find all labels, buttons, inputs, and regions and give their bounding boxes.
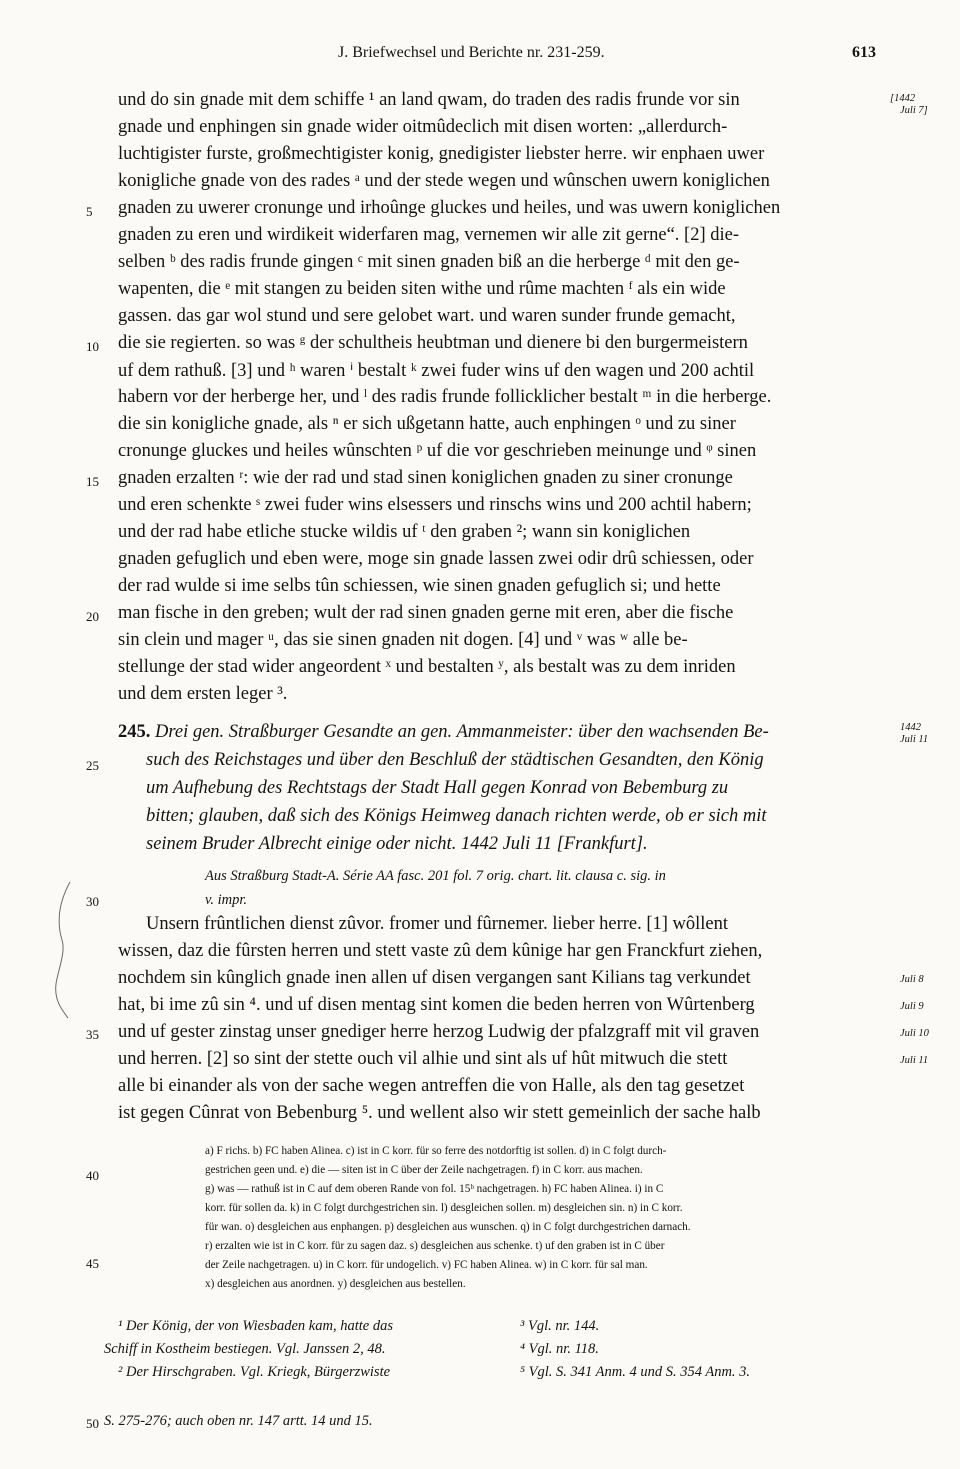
heading-line: bitten; glauben, daß sich des Königs Heimweg danach richten werde, ob er sich mit xyxy=(146,806,767,826)
pencil-bracket-mark xyxy=(52,880,74,1020)
text-line: gnaden erzalten ʳ: wie der rad und stad sinen koniglichen gnaden zu siner cronunge xyxy=(118,468,733,488)
margin-date-245-year: 1442 xyxy=(900,722,921,733)
heading-text: Drei gen. Straßburger Gesandte an gen. Ammanmeister: über den wachsenden Be- xyxy=(155,722,769,742)
footnote-line: ⁵ Vgl. S. 341 Anm. 4 und S. 354 Anm. 3. xyxy=(520,1364,751,1380)
text-line: luchtigister furste, großmechtigister konig, gnedigister liebster herre. wir enphaen uwer xyxy=(118,144,765,164)
text-line: stellunge der stad wider angeordent ˣ und bestalten ʸ, als bestalt was zu dem inriden xyxy=(118,657,736,677)
line-number: 5 xyxy=(86,204,93,219)
text-line: und herren. [2] so sint der stette ouch vil alhie und sint als uf hût mitwuch die stett xyxy=(118,1049,728,1069)
source-line: v. impr. xyxy=(205,892,248,908)
textual-note-line: g) was — rathuß ist in C auf dem oberen Rande von fol. 15ᵇ nachgetragen. h) FC haben Alinea. i) in C xyxy=(205,1183,664,1195)
text-line: und do sin gnade mit dem schiffe ¹ an land qwam, do traden des radis frunde vor sin xyxy=(118,90,740,110)
footnote-line: ² Der Hirschgraben. Vgl. Kriegk, Bürgerzwiste xyxy=(118,1364,391,1380)
heading-line xyxy=(118,722,769,743)
text-line: ist gegen Cûnrat von Bebenburg ⁵. und wellent also wir stett gemeinlich der sache halb xyxy=(118,1103,761,1123)
text-line: und der rad habe etliche stucke wildis uf ᵗ den graben ²; wann sin koniglichen xyxy=(118,522,691,542)
textual-note-line: für wan. o) desgleichen aus enphangen. p) desgleichen aus wunschen. q) in C folgt durchgestrichen darnach. xyxy=(205,1221,691,1233)
heading-line: such des Reichstages und über den Beschluß der städtischen Gesandten, den König xyxy=(146,750,764,770)
line-number: 20 xyxy=(86,609,99,624)
heading-line: seinem Bruder Albrecht einige oder nicht. 1442 Juli 11 [Frankfurt]. xyxy=(146,834,648,854)
line-number: 45 xyxy=(86,1256,99,1271)
line-number: 30 xyxy=(86,894,99,909)
text-line: hat, bi ime zû sin ⁴. und uf disen mentag sint komen die beden herren von Wûrtenberg xyxy=(118,995,755,1015)
text-line: und eren schenkte ˢ zwei fuder wins elsessers und rinschs wins und 200 achtil habern; xyxy=(118,495,752,515)
document-number: 245. xyxy=(118,722,151,742)
text-line: selben ᵇ des radis frunde gingen ᶜ mit sinen gnaden biß an die herberge ᵈ mit den ge- xyxy=(118,252,740,272)
footnote-line: ⁴ Vgl. nr. 118. xyxy=(520,1341,599,1357)
footnote-line: Schiff in Kostheim bestiegen. Vgl. Janssen 2, 48. xyxy=(104,1341,386,1357)
text-line: uf dem rathuß. [3] und ʰ waren ⁱ bestalt ᵏ zwei fuder wins uf den wagen und 200 achtil xyxy=(118,361,755,381)
source-line: Aus Straßburg Stadt-A. Série AA fasc. 201 fol. 7 orig. chart. lit. clausa c. sig. in xyxy=(205,868,666,884)
textual-note-line: gestrichen geen und. e) die — siten ist in C über der Zeile nachgetragen. f) in C korr. aus machen. xyxy=(205,1164,643,1176)
margin-date-245-day: Juli 11 xyxy=(900,734,929,745)
text-line: gassen. das gar wol stund und sere gelobet wart. und waren sunder frunde gemacht, xyxy=(118,306,736,326)
line-number: 50 xyxy=(86,1416,99,1431)
text-line: die sin konigliche gnade, als ⁿ er sich ußgetann hatte, auch enphingen ᵒ und zu siner xyxy=(118,414,736,434)
text-line: und uf gester zinstag unser gnediger herre herzog Ludwig der pfalzgraff mit vil graven xyxy=(118,1022,760,1042)
text-line: wapenten, die ᵉ mit stangen zu beiden siten withe und rûme machten ᶠ als ein wide xyxy=(118,279,726,299)
margin-date-juli-8: Juli 8 xyxy=(900,974,924,985)
margin-date-juli-11: Juli 11 xyxy=(900,1055,929,1066)
line-number: 10 xyxy=(86,339,99,354)
text-line: habern vor der herberge her, und ˡ des radis frunde follicklicher bestalt ᵐ in die herberge. xyxy=(118,387,772,407)
line-number: 35 xyxy=(86,1027,99,1042)
line-number: 40 xyxy=(86,1168,99,1183)
running-head-title: J. Briefwechsel und Berichte nr. 231-259. xyxy=(338,44,605,61)
line-number: 25 xyxy=(86,758,99,773)
text-line: man fische in den greben; wult der rad sinen gnaden gerne mit eren, aber die fische xyxy=(118,603,734,623)
heading-line: um Aufhebung des Rechtstags der Stadt Hall gegen Konrad von Bebemburg zu xyxy=(146,778,729,798)
footnote-line: ¹ Der König, der von Wiesbaden kam, hatte das xyxy=(118,1318,393,1334)
text-line: wissen, daz die fûrsten herren und stett vaste zû dem kûnige har gen Franckfurt ziehen, xyxy=(118,941,763,961)
text-line: die sie regierten. so was ᵍ der schultheis heubtman und dienere bi den burgermeistern xyxy=(118,333,748,353)
text-line: alle bi einander als von der sache wegen antreffen die von Halle, als den tag gesetzet xyxy=(118,1076,745,1096)
margin-date-top-day: Juli 7] xyxy=(900,105,928,116)
text-line: der rad wulde si ime selbs tûn schiessen, wie sinen gnaden gefuglich si; und hette xyxy=(118,576,721,596)
text-line: nochdem sin kûnglich gnade inen allen uf disen vergangen sant Kilians tag verkundet xyxy=(118,968,751,988)
text-line: gnaden gefuglich und eben were, moge sin gnade lassen zwei odir drû schiessen, oder xyxy=(118,549,754,569)
textual-note-line: a) F richs. b) FC haben Alinea. c) ist in C korr. für so ferre des notdorftig ist sollen. d) in C folgt durch- xyxy=(205,1145,667,1157)
text-line: konigliche gnade von des rades ᵃ und der stede wegen und wûnschen uwern koniglichen xyxy=(118,171,770,191)
text-line: sin clein und mager ᵘ, das sie sinen gnaden nit dogen. [4] und ᵛ was ʷ alle be- xyxy=(118,630,688,650)
margin-date-245 xyxy=(900,722,928,746)
margin-date-top xyxy=(890,93,928,117)
line-number: 15 xyxy=(86,474,99,489)
footnote-line: S. 275-276; auch oben nr. 147 artt. 14 und 15. xyxy=(104,1413,373,1429)
text-line: gnaden zu uwerer cronunge und irhoûnge gluckes und heiles, und was uwern koniglichen xyxy=(118,198,781,218)
textual-note-line: r) erzalten wie ist in C korr. für zu sagen daz. s) desgleichen aus schenke. t) uf den graben ist in C über xyxy=(205,1240,665,1252)
textual-note-line: korr. für sollen da. k) in C folgt durchgestrichen sin. l) desgleichen sollen. m) desgleichen sin. n) in C korr. xyxy=(205,1202,683,1214)
text-line: und dem ersten leger ³. xyxy=(118,684,288,704)
footnote-line: ³ Vgl. nr. 144. xyxy=(520,1318,600,1334)
running-header xyxy=(0,44,960,68)
text-line: Unsern frûntlichen dienst zûvor. fromer und fûrnemer. lieber herre. [1] wôllent xyxy=(146,914,729,934)
margin-date-juli-9: Juli 9 xyxy=(900,1001,924,1012)
textual-note-line: der Zeile nachgetragen. u) in C korr. für undogelich. v) FC haben Alinea. w) in C korr. für sal man. xyxy=(205,1259,648,1271)
margin-date-juli-10: Juli 10 xyxy=(900,1028,929,1039)
page-number: 613 xyxy=(852,44,876,61)
margin-date-top-year: [1442 xyxy=(890,93,916,104)
text-line: gnade und enphingen sin gnade wider oitmûdeclich mit disen worten: „allerdurch- xyxy=(118,117,728,137)
text-line: gnaden zu eren und wirdikeit widerfaren mag, vernemen wir alle zit gerne“. [2] die- xyxy=(118,225,740,245)
textual-note-line: x) desgleichen aus anordnen. y) desgleichen aus bestellen. xyxy=(205,1278,466,1290)
text-line: cronunge gluckes und heiles wûnschten ᵖ uf die vor geschrieben meinunge und ᵠ sinen xyxy=(118,441,757,461)
